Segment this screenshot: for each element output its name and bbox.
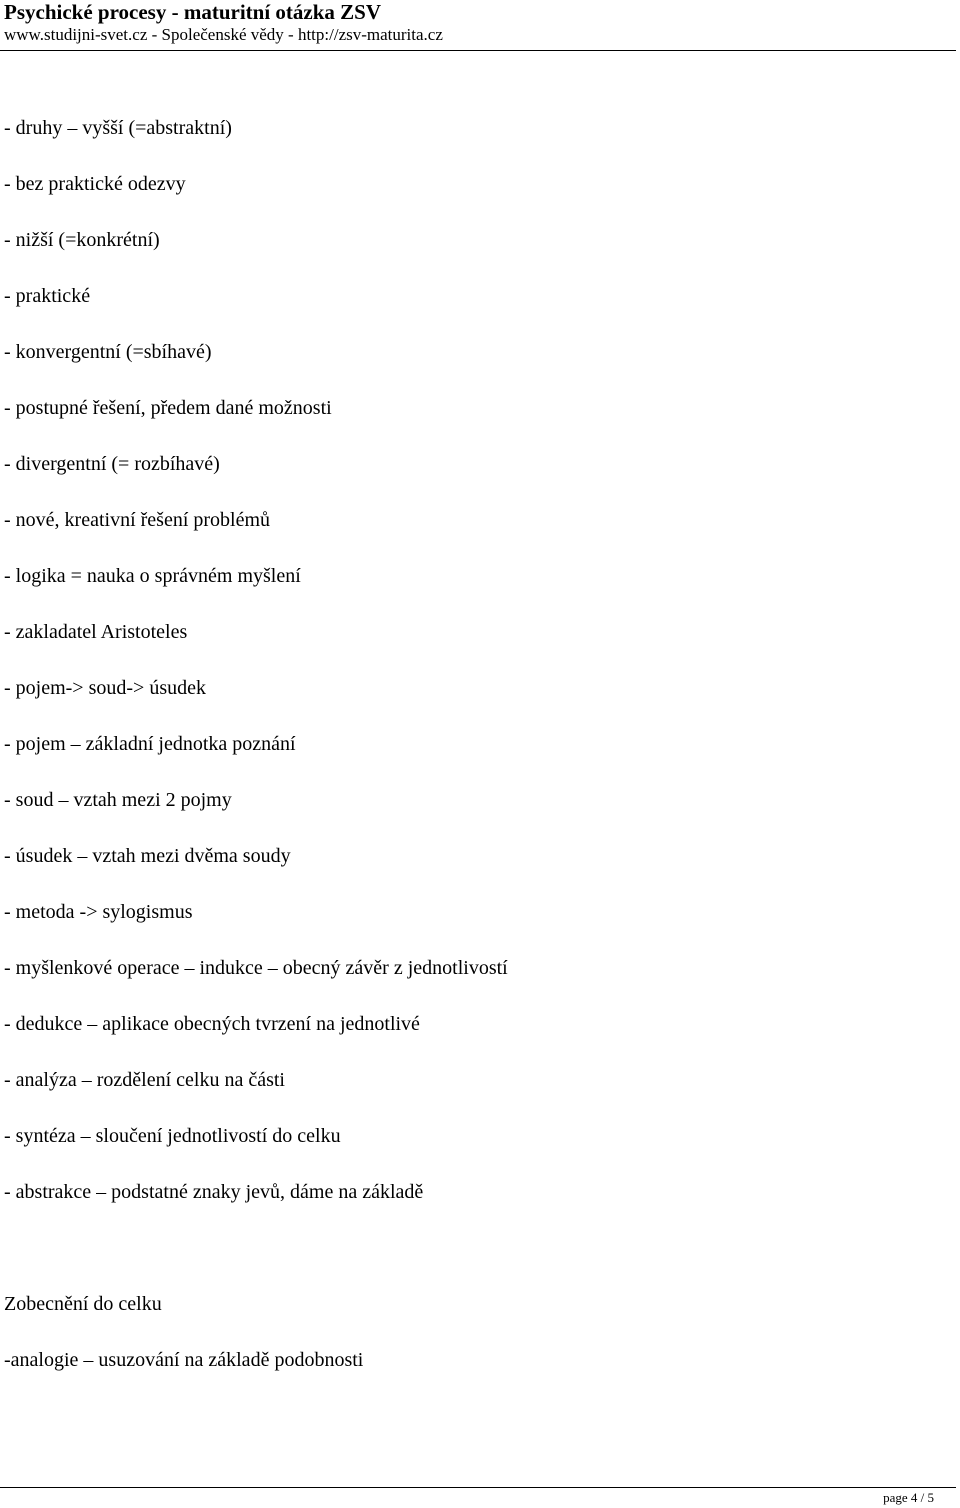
text-line: - analýza – rozdělení celku na části <box>4 1069 285 1091</box>
text-line: - dedukce – aplikace obecných tvrzení na jednotlivé <box>4 1013 420 1035</box>
text-line: - metoda -> sylogismus <box>4 901 193 923</box>
document-body <box>4 114 944 1402</box>
text-line: Zobecnění do celku <box>4 1293 162 1315</box>
text-line: - zakladatel Aristoteles <box>4 621 188 643</box>
text-line: - konvergentní (=sbíhavé) <box>4 341 212 363</box>
text-line: - úsudek – vztah mezi dvěma soudy <box>4 845 291 867</box>
page-header <box>4 0 956 46</box>
text-line: -analogie – usuzování na základě podobnosti <box>4 1349 364 1371</box>
header-divider <box>0 50 956 51</box>
footer-divider <box>0 1487 956 1488</box>
text-line: - logika = nauka o správném myšlení <box>4 565 301 587</box>
text-line: - myšlenkové operace – indukce – obecný závěr z jednotlivostí <box>4 957 508 979</box>
page-number: page 4 / 5 <box>883 1490 934 1505</box>
text-line: - postupné řešení, předem dané možnosti <box>4 397 332 419</box>
text-line: - nové, kreativní řešení problémů <box>4 509 271 531</box>
paragraph-gap <box>4 1234 944 1290</box>
text-line: - praktické <box>4 285 91 307</box>
page-title: Psychické procesy - maturitní otázka ZSV <box>4 0 382 24</box>
text-line: - nižší (=konkrétní) <box>4 229 160 251</box>
text-line: - pojem – základní jednotka poznání <box>4 733 296 755</box>
text-line: - abstrakce – podstatné znaky jevů, dáme na základě <box>4 1181 424 1203</box>
text-line: - druhy – vyšší (=abstraktní) <box>4 117 232 139</box>
page-subtitle: www.studijni-svet.cz - Společenské vědy - http://zsv-maturita.cz <box>4 25 443 44</box>
text-line: - pojem-> soud-> úsudek <box>4 677 206 699</box>
text-line: - divergentní (= rozbíhavé) <box>4 453 220 475</box>
text-line: - soud – vztah mezi 2 pojmy <box>4 789 232 811</box>
text-line: - syntéza – sloučení jednotlivostí do celku <box>4 1125 341 1147</box>
text-line: - bez praktické odezvy <box>4 173 186 195</box>
